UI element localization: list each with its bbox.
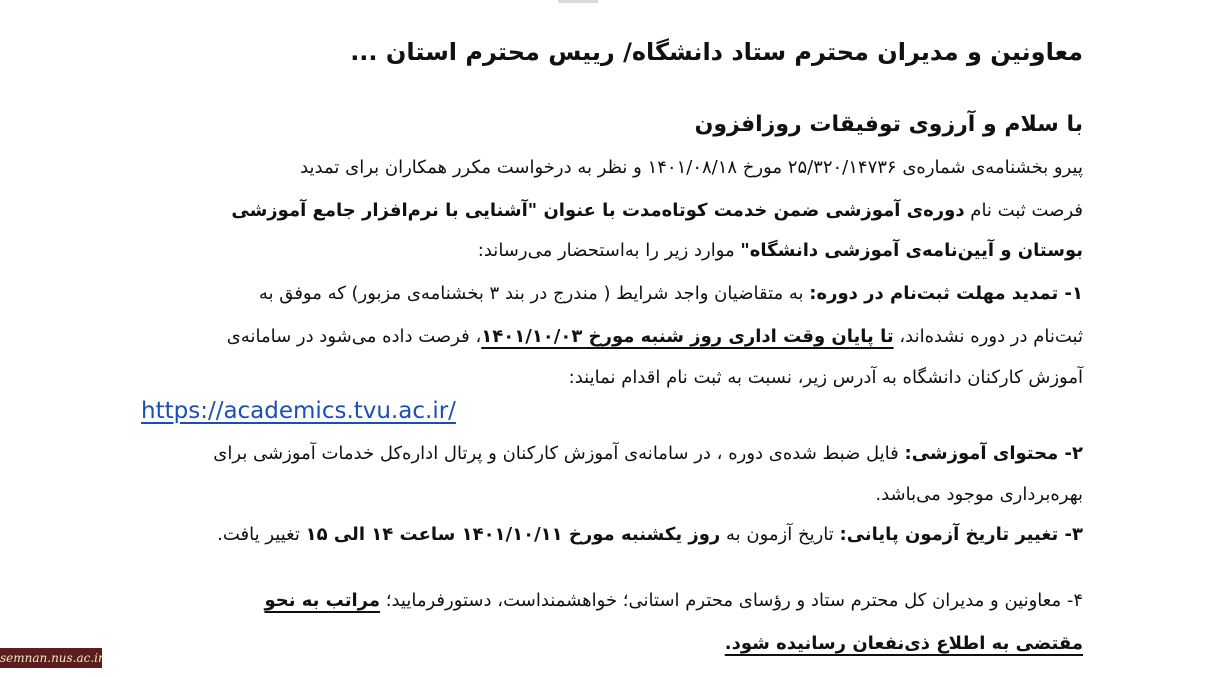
- item1-deadline: تا پایان وقت اداری روز شنبه مورخ ۱۴۰۱/۱۰/۰۳: [481, 326, 894, 347]
- item1-text: به متقاضیان واجد شرایط ( مندرج در بند ۳ بخشنامه‌ی مزبور) که موفق به: [258, 283, 810, 304]
- item4-text: ۴- معاونین و مدیران کل محترم ستاد و رؤسای محترم استانی؛ خواهشمنداست، دستورفرمایید؛: [380, 590, 1083, 611]
- item1-line-1: [135, 283, 1083, 304]
- item3-date: روز یکشنبه مورخ ۱۴۰۱/۱۰/۱۱ ساعت ۱۴ الی ۱۵: [305, 524, 721, 545]
- item3-line: [135, 524, 1083, 545]
- course-title: دوره‌ی آموزشی ضمن خدمت کوتاه‌مدت با عنوان "آشنایی با نرم‌افزار جامع آموزشی: [231, 200, 965, 221]
- item2-line-1: [135, 443, 1083, 464]
- letter-heading: معاونین و مدیران محترم ستاد دانشگاه/ رییس محترم استان ...: [350, 38, 1083, 66]
- item4-bold-1: مراتب به نحو: [264, 590, 381, 611]
- intro-line-3: [135, 240, 1083, 261]
- item2-title: ۲- محتوای آموزشی:: [904, 443, 1083, 464]
- item4-line-2: [135, 633, 1083, 654]
- site-badge: semnan.nus.ac.ir: [0, 648, 102, 668]
- item1-line-2: [135, 326, 1083, 347]
- item3-title: ۳- تغییر تاریخ آزمون پایانی:: [839, 524, 1083, 545]
- letter-body: [135, 0, 1083, 677]
- greeting: با سلام و آرزوی توفیقات روزافزون: [694, 112, 1083, 137]
- intro-text-end: موارد زیر را به‌استحضار می‌رساند:: [477, 240, 741, 261]
- intro-line-2: [135, 200, 1083, 221]
- item2-line-2: بهره‌برداری موجود می‌باشد.: [875, 484, 1083, 505]
- item1-title: ۱- تمدید مهلت ثبت‌نام در دوره:: [809, 283, 1083, 304]
- registration-link[interactable]: https://academics.tvu.ac.ir/: [141, 398, 456, 424]
- item3-text-end: تغییر یافت.: [217, 524, 306, 545]
- intro-text: فرصت ثبت نام: [964, 200, 1083, 221]
- item4-bold-2: مقتضی به اطلاع ذی‌نفعان رسانیده شود.: [724, 633, 1083, 654]
- item2-text: فایل ضبط شده‌ی دوره ، در سامانه‌ی آموزش کارکنان و پرتال اداره‌کل خدمات آموزشی برای: [213, 443, 905, 464]
- item1-line-3: آموزش کارکنان دانشگاه به آدرس زیر، نسبت به ثبت نام اقدام نمایند:: [568, 367, 1083, 388]
- item3-text: تاریخ آزمون به: [720, 524, 840, 545]
- item1-text-c: ، فرصت داده می‌شود در سامانه‌ی: [226, 326, 482, 347]
- item1-text-a: ثبت‌نام در دوره نشده‌اند،: [893, 326, 1083, 347]
- item4-line-1: [135, 590, 1083, 611]
- course-title-cont: بوستان و آیین‌نامه‌ی آموزشی دانشگاه": [740, 240, 1083, 261]
- intro-line-1: پیرو بخشنامه‌ی شماره‌ی ۲۵/۳۲۰/۱۴۷۳۶ مورخ ۱۴۰۱/۰۸/۱۸ و نظر به درخواست مکرر همکاران برای تمدید: [300, 157, 1083, 178]
